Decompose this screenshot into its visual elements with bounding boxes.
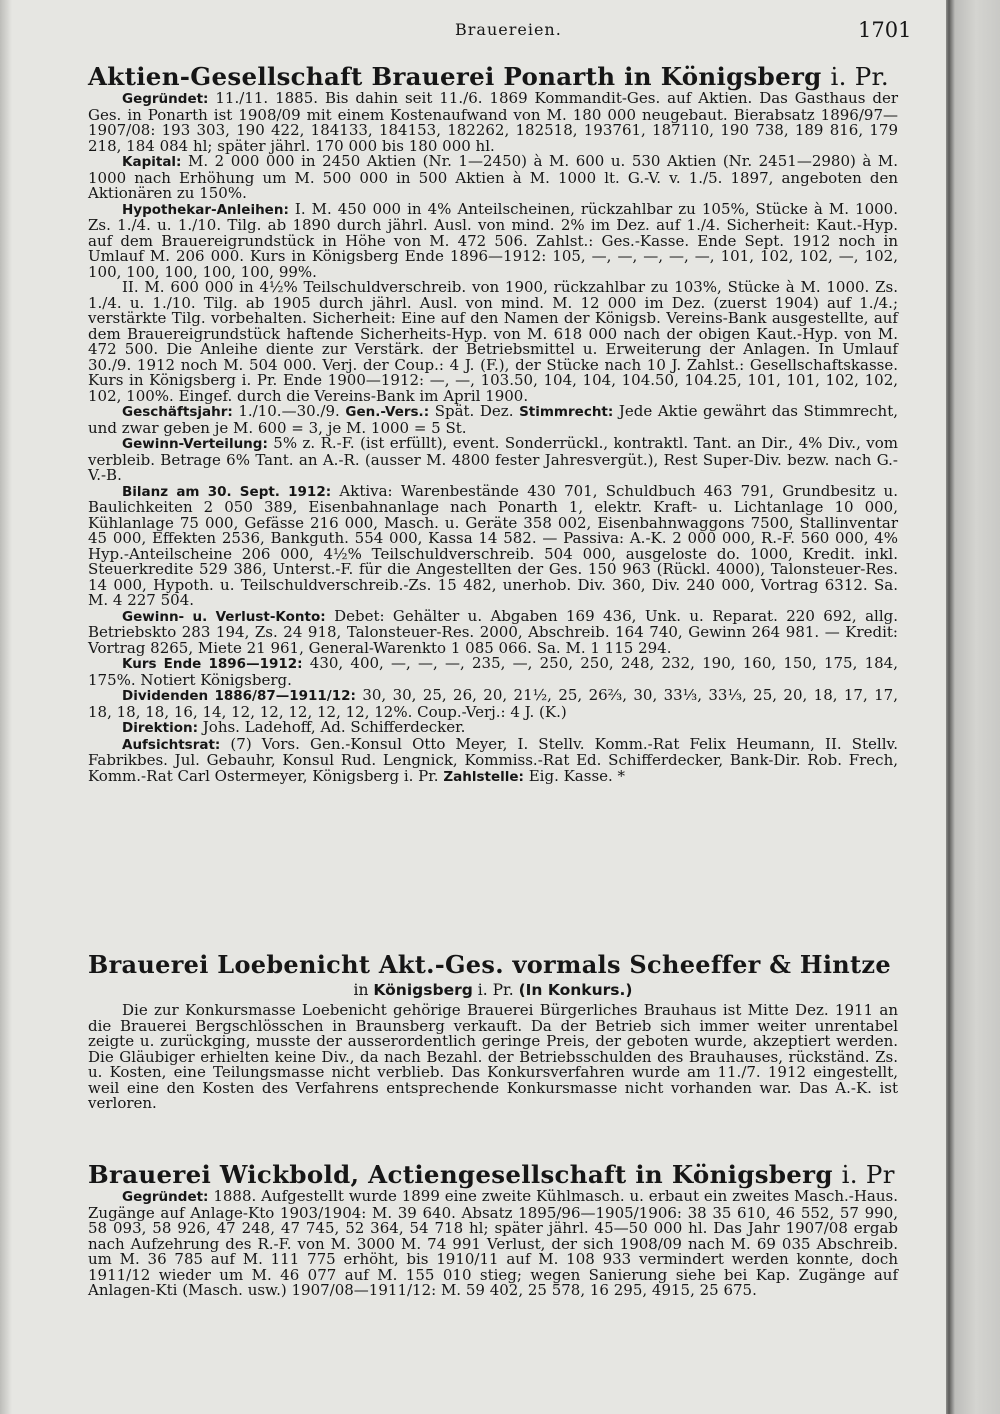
company-subtitle: in Königsberg i. Pr. (In Konkurs.) [353,981,633,999]
running-head: Brauereien. [455,20,562,39]
section-profit-loss: Gewinn- u. Verlust-Konto: Debet: Gehälter u. Abgaben 169 436, Unk. u. Reparat. 220 692, allg. Betriebskto 283 194, Zs. 24 918, Talonsteuer-Res. 2000, Abschreib. 164 740, Gewinn 264 981. — Kredit: Vortrag 8265, Miete 21 961, General-Warenkto 1 085 066. Sa. M. 1 115 294. [88,606,898,657]
company-entry-wickbold [88,1160,898,1299]
company-title: Brauerei Loebenicht Akt.-Ges. vormals Scheeffer & Hintze [88,950,891,979]
company-entry-loebenicht [88,950,898,1112]
company-title: Aktien-Gesellschaft Brauerei Ponarth in Königsberg i. Pr. [88,62,889,91]
section-founded: Gegründet: 11./11. 1885. Bis dahin seit 11./6. 1869 Kommandit-Ges. auf Aktien. Das Gasthaus der Ges. in Ponarth ist 1908/09 mit einem Kostenaufwand von M. 180 000 neugebaut. Bierabsatz 1896/97—1907/08: 193 303, 190 422, 184133, 184153, 182262, 182518, 193761, 187110, 190 738, 189 816, 179 218, 184 084 hl; später jährl. 170 000 bis 180 000 hl. [88,89,898,155]
page-gutter-shadow [0,0,12,1414]
page-number: 1701 [858,18,912,42]
section-directors: Direktion: Johs. Ladehoff, Ad. Schifferdecker. [122,718,466,736]
entry-body [88,1003,898,1112]
company-title: Brauerei Wickbold, Actiengesellschaft in Königsberg i. Pr [88,1160,895,1189]
section-mortgage-loans: Hypothekar-Anleihen: I. M. 450 000 in 4% Anteilscheinen, rückzahlbar zu 105%, Stücke à M. 1000. Zs. 1./4. u. 1./10. Tilg. ab 1890 durch jährl. Ausl. von mind. 2% im Dez. auf 1./4. Sicherheit: Kaut.-Hyp. auf dem Brauereigrundstück in Höhe von M. 472 506. Zahlst.: Ges.-Kasse. Ende Sept. 1912 noch in Umlauf M. 206 000. Kurs in Königsberg Ende 1896—1912: 105, —, —, —, —, —, 101, 102, 102, —, 102, 100, 100, 100, 100, 100, 99%. [88,199,898,281]
section-share-price: Kurs Ende 1896—1912: 430, 400, —, —, —, 235, —, 250, 250, 248, 232, 190, 160, 150, 175, 184, 175%. Notiert Königsberg. [88,654,898,689]
entry-body [88,1189,898,1299]
section-mortgage-loans-ii: II. M. 600 000 in 4½% Teilschuldverschreib. von 1900, rückzahlbar zu 103%, Stücke à M. 1000. Zs. 1./4. u. 1./10. Tilg. ab 1905 durch jährl. Ausl. von mind. M. 12 000 im Dez. (zuerst 1904) auf 1./4.; verstärkte Tilg. vorbehalten. Sicherheit: Eine auf den Namen der Königsb. Vereins-Bank ausgestellte, auf dem Brauereigrundstück haftende Sicherheits-Hyp. von M. 618 000 nach der obigen Kaut.-Hyp. von M. 472 500. Die Anleihe diente zur Verstärk. der Betriebsmittel u. Erweiterung der Anlagen. In Umlauf 30./9. 1912 noch M. 504 000. Verj. der Coup.: 4 J. (F.), der Stücke nach 10 J. Zahlst.: Gesellschaftskasse. Kurs in Königsberg i. Pr. Ende 1900—1912: —, —, 103.50, 104, 104, 104.50, 104.25, 101, 101, 102, 102, 102, 100%. Eingef. durch die Vereins-Bank im April 1900. [88,278,898,405]
company-entry-ponarth [88,62,898,785]
entry-body [88,91,898,785]
section-founded: Gegründet: 1888. Aufgestellt wurde 1899 eine zweite Kühlmasch. u. erbaut ein zweites Masch.-Haus. Zugänge auf Anlage-Kto 1903/1904: M. 39 640. Absatz 1895/96—1905/1906: 38 35 610, 46 552, 57 990, 58 093, 58 926, 47 248, 47 745, 52 364, 54 718 hl; später jährl. 45—50 000 hl. Das Jahr 1907/08 ergab nach Aufzehrung des R.-F. von M. 3000 M. 74 991 Verlust, der sich 1908/09 nach M. 69 035 Abschreib. um M. 36 785 auf M. 111 775 erhöht, bis 1910/11 auf M. 108 933 vermindert werden konnte, doch 1911/12 wieder um M. 46 077 auf M. 155 010 stieg; wegen Sanierung siehe bei Kap. Zugänge auf Anlagen-Kti (Masch. usw.) 1907/08—1911/12: M. 59 402, 25 578, 16 295, 4915, 25 675. [88,1187,898,1299]
section-profit-distribution: Gewinn-Verteilung: 5% z. R.-F. (ist erfüllt), event. Sonderrückl., kontraktl. Tant. an Dir., 4% Div., vom verbleib. Betrage 6% Tant. an A.-R. (ausser M. 4800 fester Jahresvergüt.), Rest Super-Div. bezw. nach G.-V.-B. [88,434,898,484]
section-balance-sheet: Bilanz am 30. Sept. 1912: Aktiva: Warenbestände 430 701, Schuldbuch 463 791, Grundbesitz u. Baulichkeiten 2 050 389, Eisenbahnanlage nach Ponarth 1, elektr. Kraft- u. Lichtanlage 10 000, Kühlanlage 75 000, Gefässe 216 000, Masch. u. Geräte 358 002, Eisenbahnwaggons 7500, Stallinventar 45 000, Effekten 2536, Bankguth. 554 000, Kassa 14 582. — Passiva: A.-K. 2 000 000, R.-F. 560 000, 4% Hyp.-Anteilscheine 206 000, 4½% Teilschuldverschreib. 504 000, ausgeloste do. 1000, Kredit. inkl. Steuerkredite 529 386, Unterst.-F. für die Angestellten der Ges. 150 963 (Rückl. 4000), Talonsteuer-Res. 14 000, Hypoth. u. Teilschuldverschreib.-Zs. 15 482, unerhob. Div. 360, Div. 240 000, Vortrag 6312. Sa. M. 4 227 504. [88,481,898,609]
book-edge [946,0,1000,1414]
entry-text: Die zur Konkursmasse Loebenicht gehörige Brauerei Bürgerliches Brauhaus ist Mitte Dez. 1911 an die Brauerei Bergschlösschen in Braunsberg verkauft. Da der Betrieb sich immer weiter unrentabel zeigte u. zurückging, musste der ausserordentlich geringe Preis, der geboten wurde, akzeptiert werden. Die Gläubiger erhielten keine Div., da nach Bezahl. der Betriebsschulden des Brauhauses, rückständ. Zs. u. Kosten, eine Teilungsmasse nicht verblieb. Das Konkursverfahren wurde am 11./7. 1912 eingestellt, weil eine den Kosten des Verfahrens entsprechende Konkursmasse nicht vorhanden war. Das A.-K. ist verloren. [88,1001,898,1112]
section-dividends: Dividenden 1886/87—1911/12: 30, 30, 25, 26, 20, 21½, 25, 26⅔, 30, 33⅓, 33⅓, 25, 20, 18, 17, 17, 18, 18, 18, 16, 14, 12, 12, 12, 12, 12, 12%. Coup.-Verj.: 4 J. (K.) [88,686,898,721]
section-capital: Kapital: M. 2 000 000 in 2450 Aktien (Nr. 1—2450) à M. 600 u. 530 Aktien (Nr. 2451—2980) à M. 1000 nach Erhöhung um M. 500 000 in 500 Aktien à M. 1000 lt. G.-V. v. 1./5. 1897, angeboten den Aktionären zu 150%. [88,152,898,202]
section-supervisory-board: Aufsichtsrat: (7) Vors. Gen.-Konsul Otto Meyer, I. Stellv. Komm.-Rat Felix Heumann, II. Stellv. Fabrikbes. Jul. Gebauhr, Konsul Rud. Lengnick, Kommiss.-Rat Ed. Schifferdecker, Bank-Dir. Rob. Frech, Komm.-Rat Carl Ostermeyer, Königsberg i. Pr. Zahlstelle: Eig. Kasse. * [88,734,898,785]
section-fiscal-year: Geschäftsjahr: 1./10.—30./9. Gen.-Vers.: Spät. Dez. Stimmrecht: Jede Aktie gewährt das Stimmrecht, und zwar geben je M. 600 = 3, je M. 1000 = 5 St. [88,402,899,437]
